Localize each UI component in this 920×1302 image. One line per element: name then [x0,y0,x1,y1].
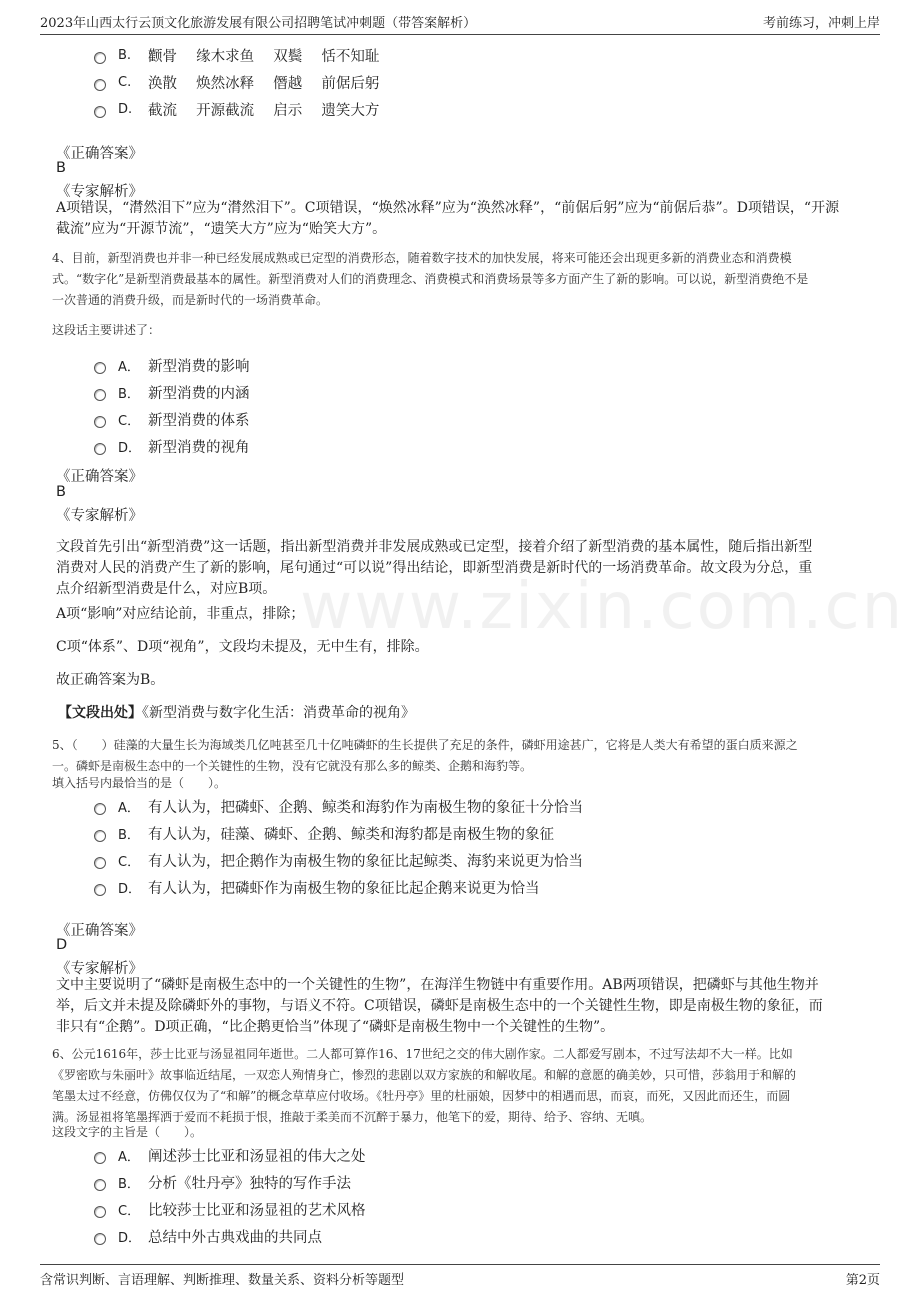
option-key: D. [118,102,133,117]
page-footer [40,1264,880,1291]
q5-option-b[interactable] [94,823,554,844]
q3-analysis: A项错误，“潸然泪下”应为“潸然泪下”。C项错误，“焕然冰释”应为“涣然冰释”，“前倨后躬”应为“前倨后恭”。D项错误，“开源 截流”应为“开源节流”，“遗笑大方”应为“贻笑大方”。 [56,200,840,237]
option-text: 有人认为，把磷虾、企鹅、鲸类和海豹作为南极生物的象征十分恰当 [148,800,583,816]
q5-stem: 5、（ ）硅藻的大量生长为海域类几亿吨甚至几十亿吨磷虾的生长提供了充足的条件，磷虾用途甚广，它将是人类大有希望的蛋白质来源之 一。磷虾是南极生态中的一个关键性的生物，没有它就没有那么多的鲸类、企鹅和海豹等。 [52,738,798,773]
option-key: B． [118,1177,140,1192]
page-number: 第2页 [845,1272,880,1288]
option-text: 新型消费的影响 [148,359,250,375]
q6-option-b[interactable] [94,1172,351,1193]
option-text: 新型消费的体系 [148,413,250,429]
q4-stem: 4、目前，新型消费也并非一种已经发展成熟或已定型的消费形态，随着数字技术的加快发展，将来可能还会出现更多新的消费业态和消费模 式。“数字化”是新型消费最基本的属性。新型消费对人们的消费理念、消费模式和消费场景等多方面产生了新的影响。可以说，新型消费绝不是 一次普通的消费升级，而是新时代的一场消费革命。 [52,251,809,307]
option-text: 总结中外古典戏曲的共同点 [148,1230,322,1246]
radio-icon[interactable] [94,443,106,455]
option-text: 新型消费的视角 [148,440,250,456]
option-key: C． [118,855,141,870]
q4-option-a[interactable] [94,355,250,376]
option-key: D． [118,441,142,456]
q4-analysis-p3: C项“体系”、D项“视角”，文段均未提及，无中生有，排除。 [56,639,429,655]
option-key: B． [118,828,140,843]
option-text: 颧骨 缘木求鱼 双鬓 恬不知耻 [148,49,380,65]
option-key: A． [118,1150,140,1165]
q6-option-d[interactable] [94,1226,322,1247]
option-key: D． [118,882,142,897]
radio-icon[interactable] [94,106,106,118]
q4-source [58,703,415,724]
option-key: C． [118,414,141,429]
q5-option-c[interactable] [94,850,583,871]
q4-analysis-p2: A项“影响”对应结论前，非重点，排除； [56,606,305,622]
option-text: 涣散 焕然冰释 僭越 前倨后躬 [148,76,380,92]
q6-option-c[interactable] [94,1199,366,1220]
radio-icon[interactable] [94,803,106,815]
q4-analysis-p4: 故正确答案为B。 [56,672,165,688]
option-key: A． [118,360,140,375]
footer-description: 含常识判断、言语理解、判断推理、数量关系、资料分析等题型 [40,1272,405,1288]
q5-prompt: 填入括号内最恰当的是（ ）。 [52,776,227,790]
option-key: C. [118,75,132,90]
q3-answer: B [56,160,66,176]
q5-answer: D [56,937,68,953]
option-key: D． [118,1231,142,1246]
radio-icon[interactable] [94,362,106,374]
q4-analysis-label: 《专家解析》 [56,508,143,524]
option-text: 阐述莎士比亚和汤显祖的伟大之处 [148,1149,366,1165]
radio-icon[interactable] [94,1179,106,1191]
q6-option-a[interactable] [94,1145,366,1166]
q4-option-d[interactable] [94,436,250,457]
q3-answer-label: 《正确答案》 [56,146,143,162]
q4-analysis-p1: 文段首先引出“新型消费”这一话题，指出新型消费并非发展成熟或已定型，接着介绍了新型消费的基本属性，随后指出新型 消费对人民的消费产生了新的影响，尾句通过“可以说”得出结论，即新型消费是新时代的一场消费革命。故文段为分总，重 点介绍新型消费是什么，对应B项。 [56,539,813,597]
q3-option-d[interactable] [94,99,379,120]
option-key: B． [118,387,140,402]
option-key: C． [118,1204,141,1219]
source-text: 《新型消费与数字化生活：消费革命的视角》 [142,705,415,721]
radio-icon[interactable] [94,857,106,869]
q5-option-a[interactable] [94,796,583,817]
q5-analysis-label: 《专家解析》 [56,961,143,977]
watermark: www.zixin.com.cn [300,570,905,644]
document-title: 2023年山西太行云顶文化旅游发展有限公司招聘笔试冲刺题（带答案解析） [40,15,477,31]
option-text: 新型消费的内涵 [148,386,250,402]
radio-icon[interactable] [94,389,106,401]
q4-option-c[interactable] [94,409,250,430]
q4-answer: B [56,484,66,500]
option-key: A． [118,801,140,816]
option-text: 有人认为，硅藻、磷虾、企鹅、鲸类和海豹都是南极生物的象征 [148,827,554,843]
q6-prompt: 这段文字的主旨是（ ）。 [52,1125,203,1139]
q4-prompt: 这段话主要讲述了： [52,323,161,337]
q3-analysis-label: 《专家解析》 [56,184,143,200]
option-text: 有人认为，把磷虾作为南极生物的象征比起企鹅来说更为恰当 [148,881,540,897]
q4-answer-label: 《正确答案》 [56,469,143,485]
radio-icon[interactable] [94,1152,106,1164]
radio-icon[interactable] [94,1206,106,1218]
page-header [40,8,880,35]
q3-option-c[interactable] [94,72,379,93]
radio-icon[interactable] [94,52,106,64]
option-text: 截流 开源截流 启示 遗笑大方 [148,103,380,119]
q6-stem: 6、公元1616年，莎士比亚与汤显祖同年逝世。二人都可算作16、17世纪之交的伟大剧作家。二人都爱写剧本，不过写法却不大一样。比如 《罗密欧与朱丽叶》故事临近结尾，一双恋人殉情身亡，惨烈的悲剧以双方家族的和解收尾。和解的意愿的确美妙，只可惜，莎翁用于和解的 笔墨太过不经意，仿佛仅仅为了“和解”的概念草草应付收场。《牡丹亭》里的杜丽娘，因梦中的相遇而思，而哀，而死，又因此而还生，而圆 满。汤显祖将笔墨挥洒于爱而不耗损于恨，推敲于柔美而不沉醉于暴力，他笔下的爱，期待、给予、容纳、无嗔。 [52,1047,797,1124]
option-text: 比较莎士比亚和汤显祖的艺术风格 [148,1203,366,1219]
header-slogan: 考前练习，冲刺上岸 [762,15,880,31]
option-text: 有人认为，把企鹅作为南极生物的象征比起鲸类、海豹来说更为恰当 [148,854,583,870]
radio-icon[interactable] [94,79,106,91]
q5-option-d[interactable] [94,877,540,898]
option-text: 分析《牡丹亭》独特的写作手法 [148,1176,351,1192]
option-key: B. [118,48,132,63]
q4-option-b[interactable] [94,382,250,403]
source-label: 【文段出处】 [58,705,142,721]
q5-answer-label: 《正确答案》 [56,923,143,939]
q3-option-b[interactable] [94,45,379,66]
radio-icon[interactable] [94,1233,106,1245]
radio-icon[interactable] [94,884,106,896]
radio-icon[interactable] [94,416,106,428]
radio-icon[interactable] [94,830,106,842]
q5-analysis: 文中主要说明了“磷虾是南极生态中的一个关键性的生物”，在海洋生物链中有重要作用。AB两项错误，把磷虾与其他生物并 举，后文并未提及除磷虾外的事物，与语义不符。C项错误，磷虾是南极生态中的一个关键性生物，即是南极生物的象征，而 非只有“企鹅”。D项正确，“比企鹅更恰当”体现了“磷虾是南极生物中一个关键性的生物”。 [56,977,823,1035]
